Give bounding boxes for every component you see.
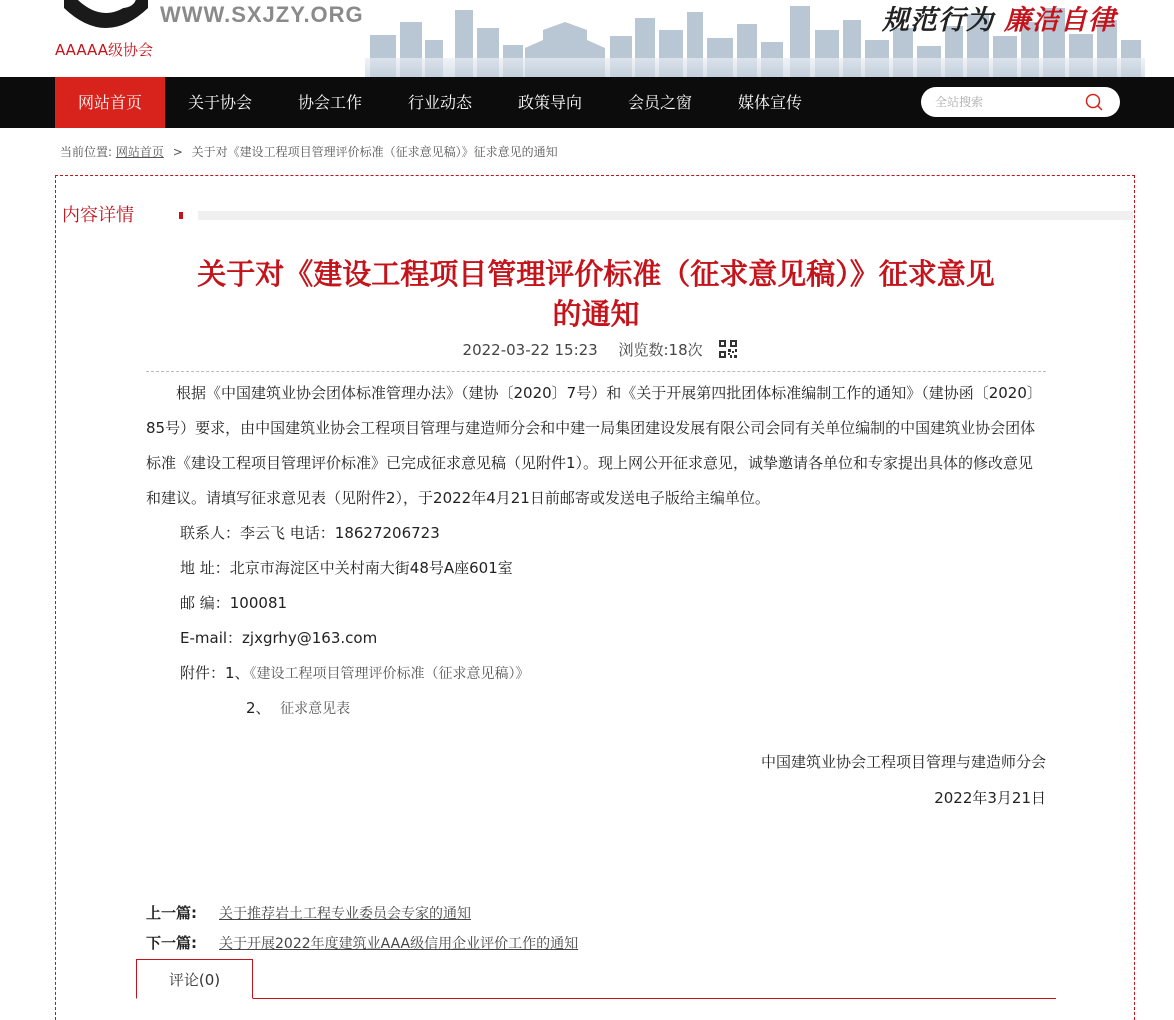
nav-item-policy[interactable]: 政策导向 (517, 93, 582, 112)
site-logo[interactable] (60, 0, 152, 30)
tab-comments[interactable]: 评论(0) (136, 959, 253, 999)
attachment-2-number: 2、 (246, 699, 271, 717)
nav-item-work[interactable]: 协会工作 (297, 93, 362, 112)
qrcode-icon[interactable] (719, 340, 737, 358)
nav-item-about[interactable]: 关于协会 (187, 93, 252, 112)
signature-org: 中国建筑业协会工程项目管理与建造师分会 (760, 753, 1046, 771)
site-header (0, 0, 1174, 77)
breadcrumb-separator: > (172, 145, 183, 159)
next-label: 下一篇: (146, 934, 197, 952)
meta-divider (146, 371, 1046, 372)
breadcrumb-prefix: 当前位置: (60, 145, 113, 159)
breadcrumb (60, 143, 558, 160)
article-title: 关于对《建设工程项目管理评价标准（征求意见稿）》征求意见的通知 (197, 257, 995, 331)
nav-item-industry-news[interactable]: 行业动态 (407, 93, 472, 112)
attachment-line-2 (146, 691, 1046, 726)
nav-item-members[interactable]: 会员之窗 (627, 93, 692, 112)
section-title: 内容详情 (62, 205, 134, 226)
prev-next-links (146, 898, 578, 958)
search-input[interactable] (935, 92, 1085, 112)
comment-tab-bar (136, 959, 1056, 999)
main-nav (0, 77, 1174, 128)
content-panel (55, 175, 1135, 1020)
breadcrumb-home-link[interactable]: 网站首页 (115, 145, 164, 159)
signature-date: 2022年3月21日 (934, 789, 1046, 807)
article-date: 2022-03-22 15:23 (462, 341, 598, 359)
prev-article-link[interactable]: 关于推荐岩土工程专业委员会专家的通知 (219, 906, 471, 922)
slogan-right: 廉洁自律 (1004, 5, 1116, 36)
attachment-2-link[interactable]: 征求意见表 (280, 701, 351, 717)
address-line: 地 址：北京市海淀区中关村南大街48号A座601室 (180, 559, 513, 577)
signature-block (146, 744, 1046, 816)
search-icon[interactable] (1083, 91, 1105, 113)
next-article-link[interactable]: 关于开展2022年度建筑业AAA级信用企业评价工作的通知 (219, 936, 579, 952)
prev-article-row (146, 898, 578, 928)
next-article-row (146, 928, 578, 958)
attachment-label: 附件：1、 (180, 664, 250, 682)
article-body (146, 376, 1046, 816)
site-url: WWW.SXJZY.ORG (160, 2, 364, 27)
section-divider (198, 211, 1133, 220)
postcode-line: 邮 编：100081 (180, 594, 288, 612)
association-grade: AAAAA级协会 (55, 41, 153, 59)
article-views: 浏览数:18次 (618, 341, 703, 359)
search-box (921, 87, 1120, 117)
nav-item-media[interactable]: 媒体宣传 (737, 93, 802, 112)
attachment-line-1 (146, 656, 1046, 691)
article-paragraph: 根据《中国建筑业协会团体标准管理办法》（建协〔2020〕7号）和《关于开展第四批团体标准编制工作的通知》（建协函〔2020〕85号）要求，由中国建筑业协会工程项目管理与建造师分会和中建一局集团建设发展有限公司会同有关单位编制的中国建筑业协会团体标准《建设工程项目管理评价标准》已完成征求意见稿（见附件1）。现上网公开征求意见，诚挚邀请各单位和专家提出具体的修改意见和建议。请填写征求意见表（见附件2），于2022年4月21日前邮寄或发送电子版给主编单位。 (146, 384, 1042, 507)
breadcrumb-current: 关于对《建设工程项目管理评价标准（征求意见稿）》征求意见的通知 (191, 145, 558, 159)
nav-item-home[interactable]: 网站首页 (55, 77, 165, 128)
attachment-1-link[interactable]: 《建设工程项目管理评价标准（征求意见稿）》 (249, 666, 530, 682)
section-marker (179, 212, 183, 219)
email-line: E-mail：zjxgrhy@163.com (180, 629, 378, 647)
slogan-left: 规范行为 (882, 5, 994, 36)
prev-label: 上一篇: (146, 904, 197, 922)
contact-line: 联系人：李云飞 电话：18627206723 (180, 524, 440, 542)
article-meta (146, 339, 1046, 361)
